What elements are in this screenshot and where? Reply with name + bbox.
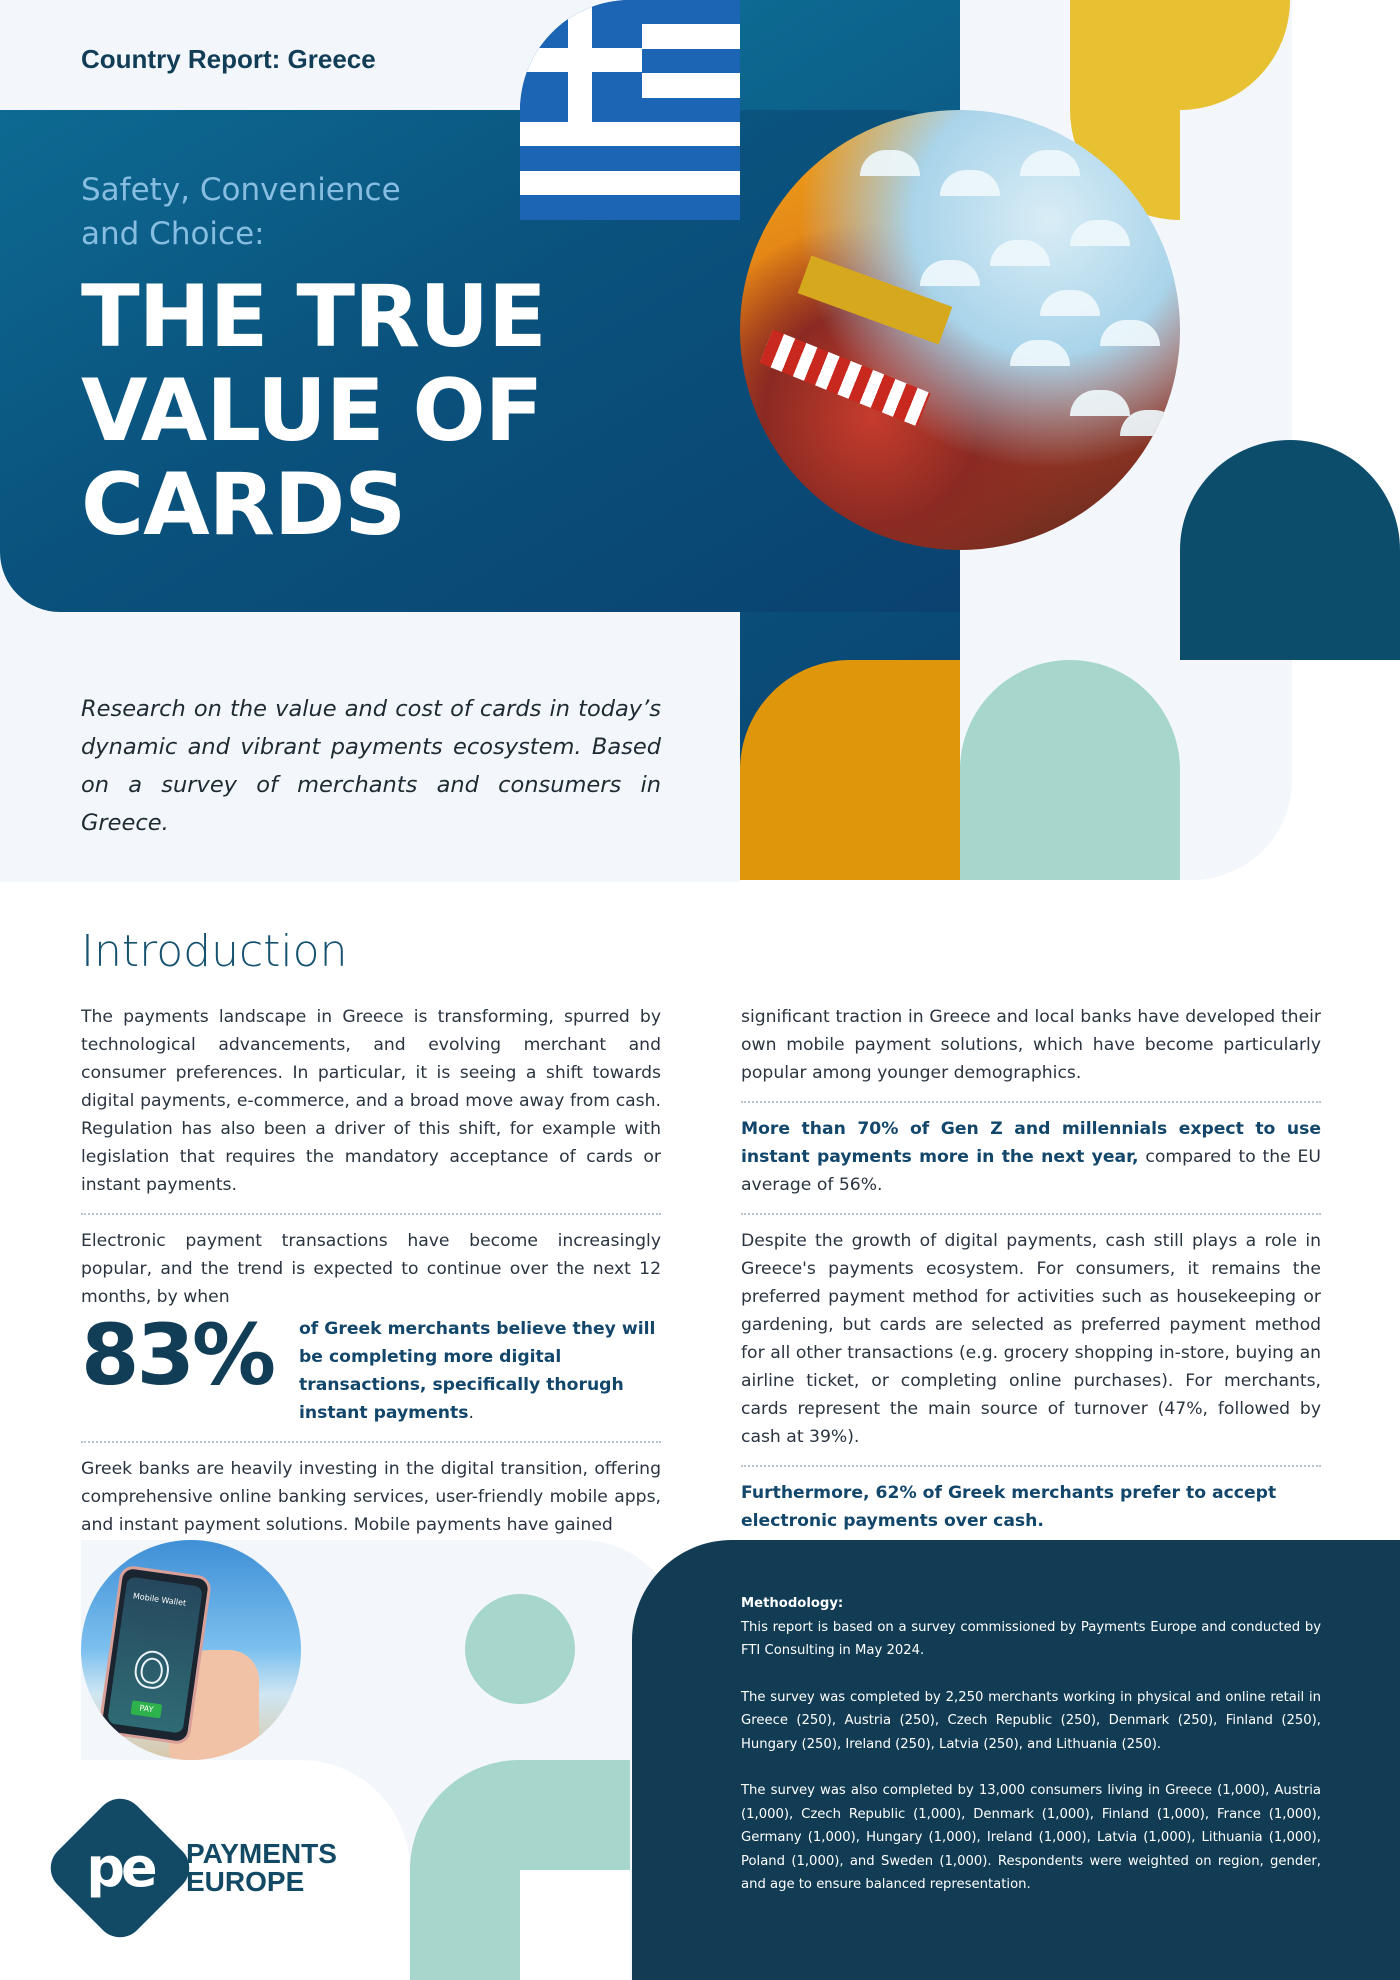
white-cutout [520, 1870, 630, 1980]
hero-kicker: Safety, Convenience and Choice: [81, 172, 401, 252]
report-label: Country Report: Greece [81, 44, 376, 74]
intro-left-column [81, 1003, 661, 1539]
divider [741, 1465, 1321, 1467]
highlight: More than 70% of Gen Z and millennials expect to use instant payments more in the next year, compared to the EU average of 56%. [741, 1119, 1321, 1195]
stat-callout [81, 1306, 661, 1427]
divider [741, 1101, 1321, 1103]
orange-shape [740, 660, 960, 880]
hero-title-line: THE TRUE [81, 267, 546, 367]
hero-title-line: CARDS [81, 455, 406, 555]
divider [81, 1213, 661, 1215]
methodology-paragraph: This report is based on a survey commissioned by Payments Europe and conducted by FTI Consulting in May 2024. [741, 1619, 1321, 1658]
intro-paragraph: The payments landscape in Greece is transforming, spurred by technological advancements, and evolving merchant and consumer preferences. In particular, it is seeing a shift towards digital payments, e-commerce, and a broad move away from cash. Regulation has also been a driver of this shift, for example with legislation that requires the mandatory acceptance of cards or instant payments. [81, 1007, 661, 1195]
intro-paragraph: Greek banks are heavily investing in the digital transition, offering comprehensive online banking services, user-friendly mobile apps, and instant payment solutions. Mobile payments have gained [81, 1459, 661, 1535]
hero-lede: Research on the value and cost of cards in today’s dynamic and vibrant payments ecosystem. Based on a survey of merchants and consumers in Greece. [81, 696, 661, 836]
logo-monogram: pe [86, 1836, 154, 1899]
light-square [1180, 110, 1292, 220]
divider [81, 1441, 661, 1443]
phone-screen-title: Mobile Wallet [132, 1591, 187, 1608]
hero-title-line: VALUE OF [81, 361, 543, 461]
mint-circle [465, 1594, 575, 1704]
pay-label: PAY [131, 1700, 163, 1718]
intro-heading: Introduction [81, 926, 348, 977]
stat-value: 83% [81, 1306, 274, 1404]
intro-right-column [741, 1003, 1321, 1535]
highlight: Furthermore, 62% of Greek merchants prefer to accept electronic payments over cash. [741, 1483, 1277, 1531]
methodology-paragraph: The survey was completed by 2,250 merchants working in physical and online retail in Greece (250), Austria (250), Czech Republic (250), Denmark (250), Finland (250), Hungary (250), Ireland (250), Latvia (250), and Lithuania (250). [741, 1689, 1321, 1752]
mint-shape [960, 660, 1180, 880]
payments-europe-logo-text: PAYMENTS EUROPE [186, 1838, 337, 1897]
divider [741, 1213, 1321, 1215]
hero-title [81, 267, 546, 555]
methodology-heading: Methodology: [741, 1596, 844, 1611]
stat-text: of Greek merchants believe they will be completing more digital transactions, specifically thorugh instant payments. [299, 1319, 656, 1423]
methodology-text [741, 1592, 1321, 1920]
mobile-payment-photo [81, 1540, 301, 1760]
intro-paragraph: Despite the growth of digital payments, cash still plays a role in Greece's payments ecosystem. For consumers, it remains the preferred payment method for activities such as housekeeping or gardening, but cards are selected as preferred payment method for all other transactions (e.g. grocery shopping in-store, buying an airline ticket, or completing online purchases). For merchants, cards represent the main source of turnover (47%, followed by cash at 39%). [741, 1231, 1321, 1447]
intro-paragraph: significant traction in Greece and local banks have developed their own mobile payment solutions, which have become particularly popular among younger demographics. [741, 1007, 1321, 1083]
methodology-paragraph: The survey was also completed by 13,000 consumers living in Greece (1,000), Austria (1,000), Czech Republic (1,000), Denmark (1,000), Finland (1,000), France (1,000), Germany (1,000), Hungary (1,000), Ireland (1,000), Latvia (1,000), Lithuania (1,000), Poland (1,000), and Sweden (1,000). Respondents were weighted on region, gender, and age to ensure balanced representation. [741, 1783, 1321, 1892]
navy-shape [1180, 440, 1400, 660]
market-street-photo [740, 110, 1180, 550]
intro-paragraph: Electronic payment transactions have become increasingly popular, and the trend is expected to continue over the next 12 months, by when [81, 1231, 661, 1307]
greek-flag [520, 0, 740, 220]
